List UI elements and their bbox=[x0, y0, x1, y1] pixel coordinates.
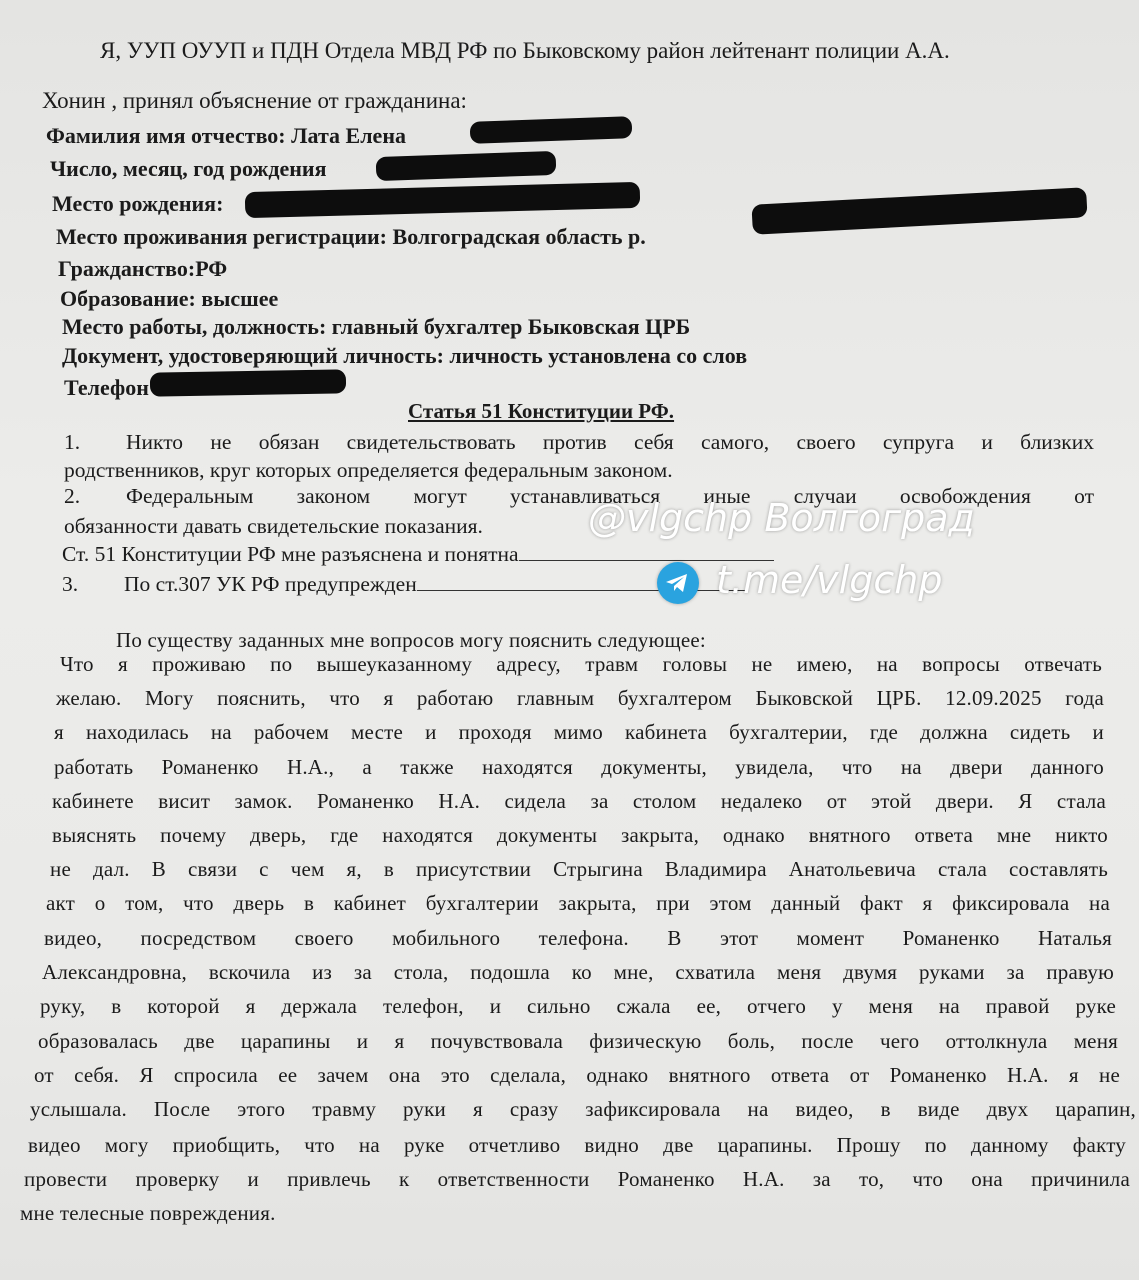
statement-line: от себя. Я спросила ее зачем она это сделала, однако внятного ответа от Романенко Н.А. я не bbox=[34, 1063, 1120, 1087]
phone-label: Телефон bbox=[64, 375, 149, 400]
article-item-1-text: Никто не обязан свидетельствовать против себя самого, своего супруга и близких bbox=[126, 430, 1094, 454]
fio-label: Фамилия имя отчество: bbox=[46, 123, 286, 148]
statement-line: мне телесные повреждения. bbox=[20, 1201, 276, 1225]
id-doc-value: личность установлена со слов bbox=[449, 343, 748, 368]
fio-row bbox=[46, 123, 406, 149]
statement-line: акт о том, что дверь в кабинет бухгалтерии закрыта, при этом данный факт я фиксировала на bbox=[46, 891, 1110, 915]
redaction-mark bbox=[470, 116, 633, 144]
fio-value: Лата Елена bbox=[291, 123, 406, 148]
intro-line-2: Хонин , принял объяснение от гражданина: bbox=[42, 88, 467, 113]
redaction-mark bbox=[150, 369, 346, 396]
article-item-2-line-2: обязанности давать свидетельские показания. bbox=[64, 514, 483, 538]
statement-line: я находилась на рабочем месте и проходя мимо кабинета бухгалтерии, где должна сидеть и bbox=[54, 720, 1104, 744]
statement-line: услышала. После этого травму руки я сразу зафиксировала на видео, в виде двух царапин, bbox=[30, 1097, 1136, 1121]
birth-place-label: Место рождения: bbox=[52, 191, 224, 216]
article-item-1-line-1 bbox=[64, 430, 1094, 455]
statement-line: желаю. Могу пояснить, что я работаю главным бухгалтером Быковской ЦРБ. 12.09.2025 года bbox=[56, 686, 1104, 710]
birth-place-row bbox=[52, 191, 223, 217]
intro-line-1: Я, УУП ОУУП и ПДН Отдела МВД РФ по Быковскому район лейтенант полиции А.А. bbox=[100, 38, 950, 63]
residence-row bbox=[56, 224, 646, 250]
statement-line: образовалась две царапины и я почувствовала физическую боль, после чего оттолкнула меня bbox=[38, 1029, 1118, 1053]
article-item-2-text: Федеральным законом могут устанавливаться иные случаи освобождения от bbox=[126, 484, 1094, 508]
birth-date-row bbox=[50, 156, 327, 182]
statement-intro: По существу заданных мне вопросов могу пояснить следующее: bbox=[116, 628, 706, 652]
watermark-link: t.me/vlgchp bbox=[716, 558, 943, 602]
birth-date-label: Число, месяц, год рождения bbox=[50, 156, 327, 181]
article-item-3-number: 3. bbox=[62, 572, 79, 596]
statement-line: видео могу приобщить, что на руке отчетливо видно две царапины. Прошу по данному факту bbox=[28, 1133, 1126, 1157]
phone-row bbox=[64, 375, 149, 401]
statement-line: видео, посредством своего мобильного телефона. В этот момент Романенко Наталья bbox=[44, 926, 1112, 950]
article-explained-text: Ст. 51 Конституции РФ мне разъяснена и понятна bbox=[62, 542, 519, 566]
statement-line: выяснять почему дверь, где находятся документы закрыта, однако внятного ответа мне никто bbox=[52, 823, 1108, 847]
watermark-handle: @vlgchp Волгоград bbox=[588, 496, 975, 540]
article-explained-row bbox=[62, 542, 774, 567]
citizenship-row bbox=[58, 256, 227, 282]
education-label: Образование: bbox=[60, 286, 196, 311]
id-doc-label: Документ, удостоверяющий личность: bbox=[62, 343, 444, 368]
telegram-plane-icon bbox=[665, 572, 689, 594]
residence-value: Волгоградская область р. bbox=[392, 224, 646, 249]
work-row bbox=[62, 314, 690, 340]
statement-line: не дал. В связи с чем я, в присутствии Стрыгина Владимира Анатольевича стала составлять bbox=[50, 857, 1108, 881]
statement-line: провести проверку и привлечь к ответственности Романенко Н.А. за то, что она причинила bbox=[24, 1167, 1130, 1191]
statement-line: работать Романенко Н.А., а также находятся документы, увидела, что на двери данного bbox=[54, 755, 1104, 779]
redaction-mark bbox=[376, 151, 557, 181]
statement-line: кабинете висит замок. Романенко Н.А. сидела за столом недалеко от этой двери. Я стала bbox=[52, 789, 1106, 813]
article-item-1 bbox=[64, 430, 1094, 455]
statement-line: руку, в которой я держала телефон, и сильно сжала ее, отчего у меня на правой руке bbox=[40, 994, 1116, 1018]
education-value: высшее bbox=[201, 286, 279, 311]
statement-line: Александровна, вскочила из за стола, подошла ко мне, схватила меня двумя руками за правую bbox=[42, 960, 1114, 984]
statement-line: Что я проживаю по вышеуказанному адресу, травм головы не имею, на вопросы отвечать bbox=[60, 652, 1102, 676]
article-item-3-text: По ст.307 УК РФ предупрежден bbox=[124, 572, 417, 596]
residence-label: Место проживания регистрации: bbox=[56, 224, 388, 249]
redaction-mark bbox=[245, 182, 641, 218]
article-item-3 bbox=[62, 572, 747, 597]
id-doc-row bbox=[62, 343, 747, 369]
education-row bbox=[60, 286, 278, 312]
article-item-1-number: 1. bbox=[64, 430, 81, 454]
redaction-mark bbox=[751, 187, 1087, 234]
article-item-2-number: 2. bbox=[64, 484, 81, 508]
citizenship-value: РФ bbox=[195, 256, 228, 281]
telegram-icon bbox=[657, 562, 699, 604]
work-label: Место работы, должность: bbox=[62, 314, 327, 339]
work-value: главный бухгалтер Быковская ЦРБ bbox=[331, 314, 691, 339]
citizenship-label: Гражданство: bbox=[58, 256, 196, 281]
article-item-1-line-2: родственников, круг которых определяется федеральным законом. bbox=[64, 458, 673, 482]
article-title: Статья 51 Конституции РФ. bbox=[408, 399, 675, 423]
